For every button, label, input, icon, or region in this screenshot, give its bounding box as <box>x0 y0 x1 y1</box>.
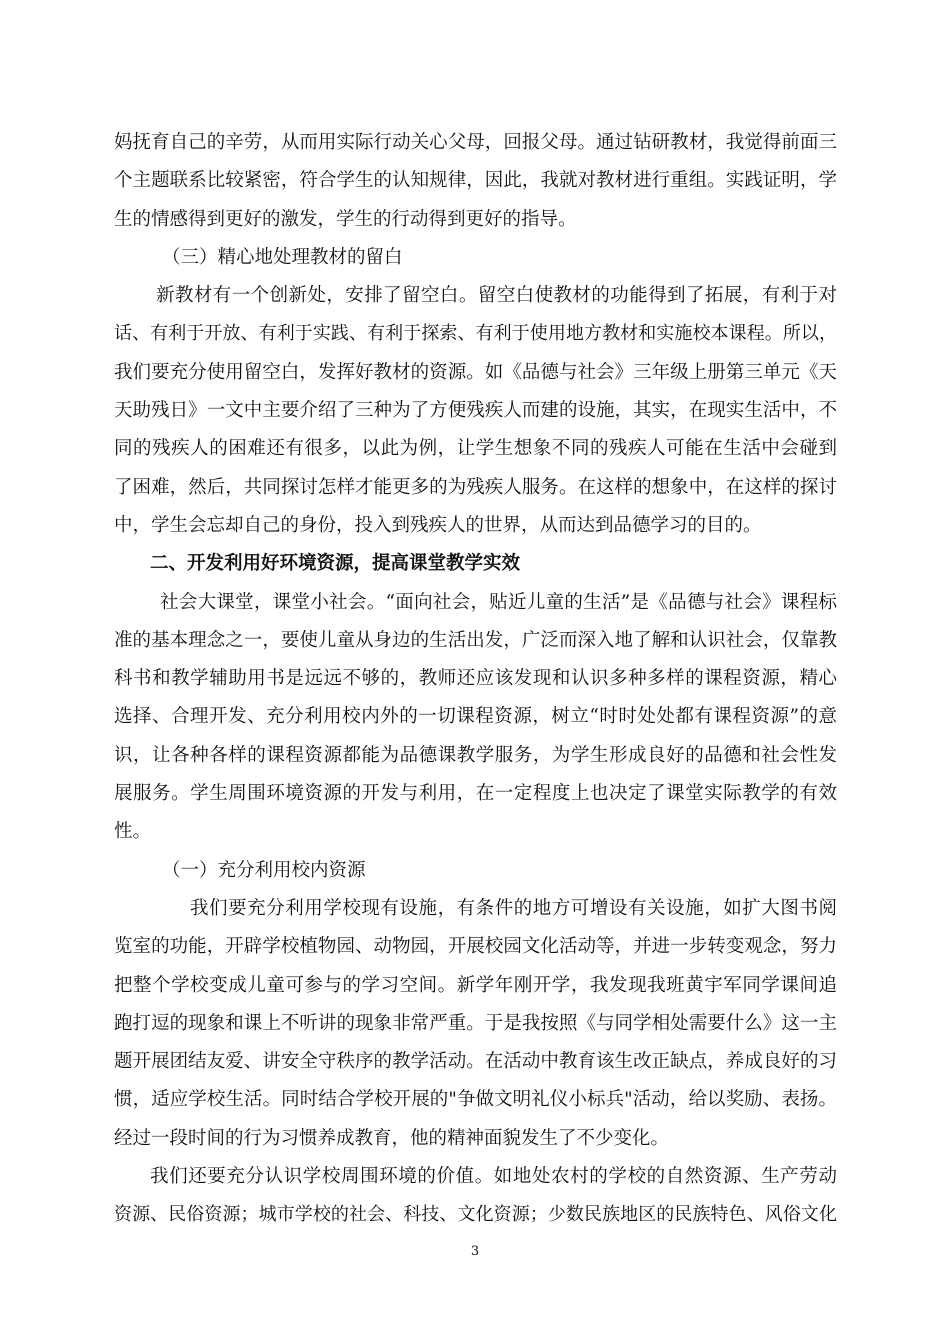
body-text-line: 同的残疾人的困难还有很多，以此为例，让学生想象不同的残疾人可能在生活中会碰到 <box>114 438 837 460</box>
subsection-heading: （三）精心地处理教材的留白 <box>162 246 403 268</box>
body-text-line: 准的基本理念之一，要使儿童从身边的生活出发，广泛而深入地了解和认识社会，仅靠教 <box>114 629 837 651</box>
body-text-line: 惯，适应学校生活。同时结合学校开展的"争做文明礼仪小标兵"活动，给以奖励、表扬。 <box>114 1089 837 1111</box>
section-heading: 二、开发利用好环境资源，提高课堂教学实效 <box>150 553 521 575</box>
body-text-line: 选择、合理开发、充分利用校内外的一切课程资源，树立“时时处处都有课程资源”的意 <box>114 706 837 728</box>
body-text-line: 性。 <box>114 821 152 843</box>
body-text-line: 个主题联系比较紧密，符合学生的认知规律，因此，我就对教材进行重组。实践证明，学 <box>114 170 837 192</box>
body-text-line: 题开展团结友爱、讲安全守秩序的教学活动。在活动中教育该生改正缺点，养成良好的习 <box>114 1051 837 1073</box>
body-text-line: 我们要充分使用留空白，发挥好教材的资源。如《品德与社会》三年级上册第三单元《天 <box>114 361 837 383</box>
body-text-line: 了困难，然后，共同探讨怎样才能更多的为残疾人服务。在这样的想象中，在这样的探讨 <box>114 476 837 498</box>
body-text-line: 经过一段时间的行为习惯养成教育，他的精神面貌发生了不少变化。 <box>114 1127 670 1149</box>
body-text-line: 我们还要充分认识学校周围环境的价值。如地处农村的学校的自然资源、生产劳动 <box>150 1166 837 1188</box>
body-text-line: 新教材有一个创新处，安排了留空白。留空白使教材的功能得到了拓展，有利于对 <box>156 285 837 307</box>
body-text-line: 识，让各种各样的课程资源都能为品德课教学服务，为学生形成良好的品德和社会性发 <box>114 744 837 766</box>
document-body <box>114 124 837 1235</box>
body-text-line: 跑打逗的现象和课上不听讲的现象非常严重。于是我按照《与同学相处需要什么》这一主 <box>114 1012 837 1034</box>
body-text-line: 资源、民俗资源；城市学校的社会、科技、文化资源；少数民族地区的民族特色、风俗文化 <box>114 1204 837 1226</box>
body-text-line: 把整个学校变成儿童可参与的学习空间。新学年刚开学，我发现我班黄宇军同学课间追 <box>114 974 837 996</box>
body-text-line: 妈抚育自己的辛劳，从而用实际行动关心父母，回报父母。通过钻研教材，我觉得前面三 <box>114 132 837 153</box>
body-text-line: 览室的功能，开辟学校植物园、动物园，开展校园文化活动等，并进一步转变观念，努力 <box>114 936 837 958</box>
body-text-line: 天助残日》一文中主要介绍了三种为了方便残疾人而建的设施，其实，在现实生活中，不 <box>114 400 837 422</box>
body-text-line: 中，学生会忘却自己的身份，投入到残疾人的世界，从而达到品德学习的目的。 <box>114 514 762 536</box>
body-text-line: 展服务。学生周围环境资源的开发与利用，在一定程度上也决定了课堂实际教学的有效 <box>114 783 837 805</box>
body-text-line: 我们要充分利用学校现有设施，有条件的地方可增设有关设施，如扩大图书阅 <box>190 897 837 919</box>
body-text-line: 生的情感得到更好的激发，学生的行动得到更好的指导。 <box>114 208 577 230</box>
subsection-heading: （一）充分利用校内资源 <box>162 859 366 881</box>
page-number: 3 <box>470 1244 480 1259</box>
body-text-line: 话、有利于开放、有利于实践、有利于探索、有利于使用地方教材和实施校本课程。所以， <box>114 323 837 345</box>
body-text-line: 科书和教学辅助用书是远远不够的，教师还应该发现和认识多种多样的课程资源，精心 <box>114 668 837 690</box>
body-text-line: 社会大课堂，课堂小社会。“面向社会，贴近儿童的生活”是《品德与社会》课程标 <box>160 591 837 613</box>
